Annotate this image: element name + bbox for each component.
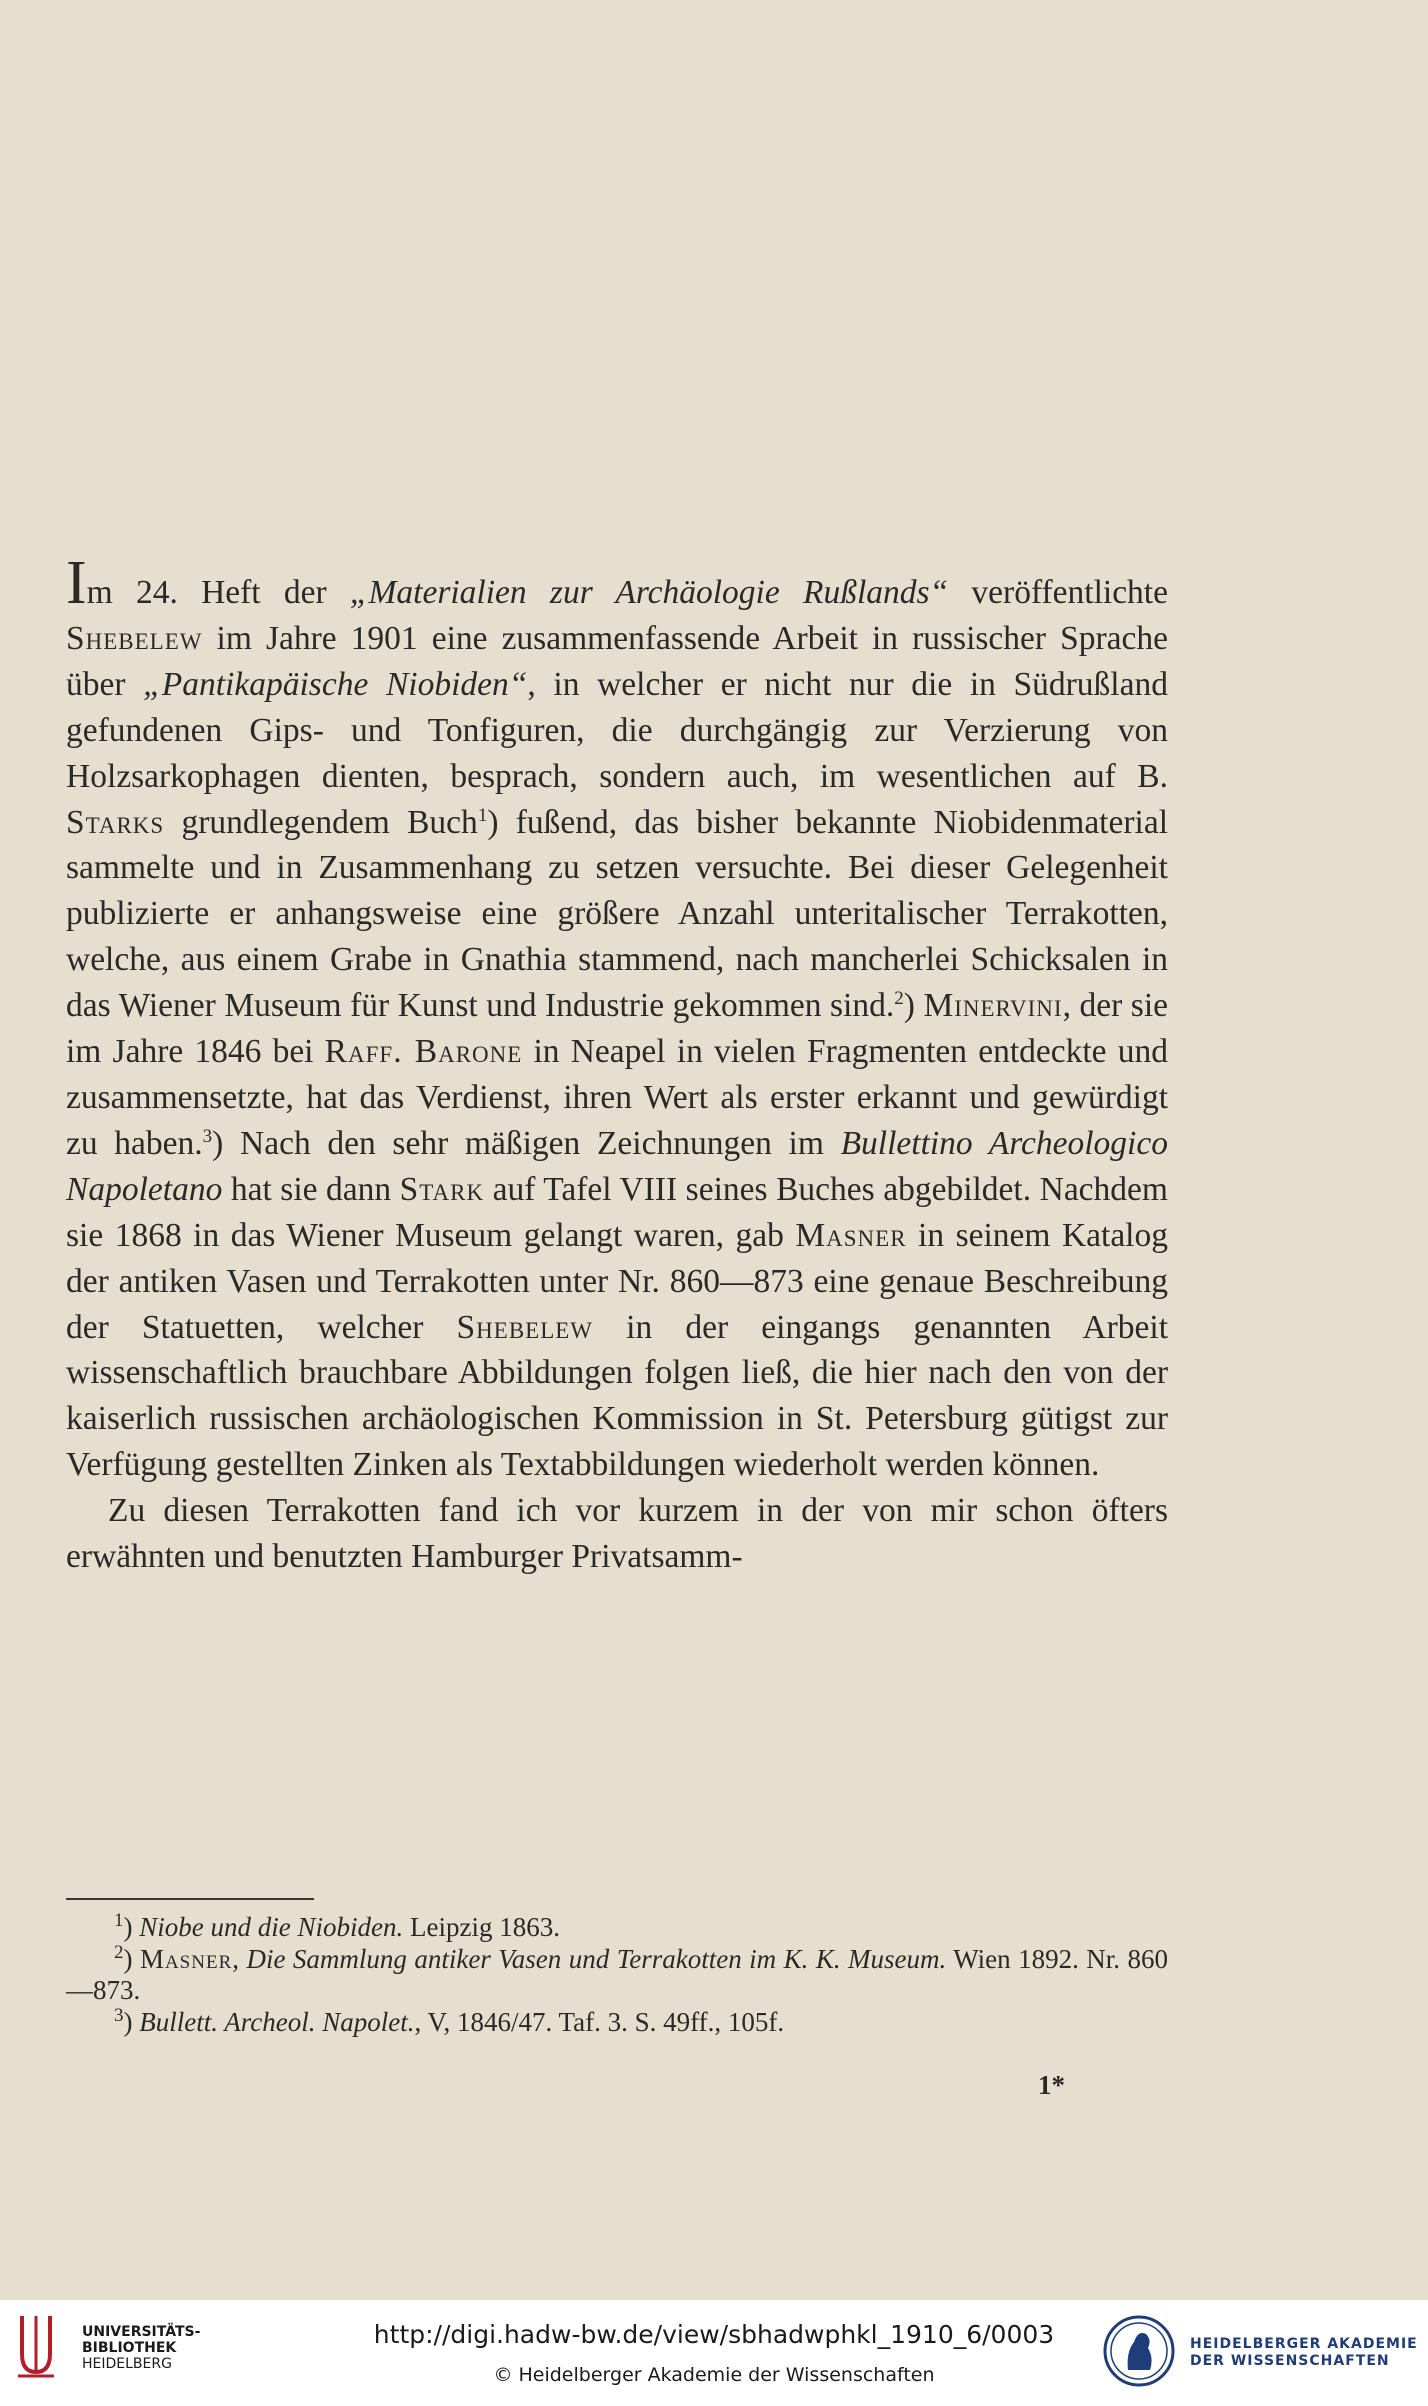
text-run: m 24. Heft der <box>86 574 350 611</box>
text-run: Minervini <box>923 987 1063 1025</box>
text-run: ) <box>123 1912 140 1942</box>
text-run: hat sie dann <box>222 1170 400 1208</box>
footnote-reference: 1 <box>477 804 488 826</box>
text-run: in seinem Katalog der antiken Vasen und Terrakotten unter Nr. 860—873 eine genaue Beschreibung der Statuetten, welcher <box>66 1216 1168 1346</box>
text-run: , in welcher er nicht nur die in Südrußland gefundenen Gips- und Tonfiguren, die durchgängig zur Verzierung von Holzsarkophagen dienten, besprach, sondern auch, im wesentlichen auf B. <box>66 665 1168 795</box>
footnote <box>66 1941 1169 2007</box>
text-run: , V, 1846/47. Taf. 3. S. 49ff., 105f. <box>414 2006 785 2037</box>
footnote <box>66 2004 1168 2039</box>
text-run: ) fußend, das bisher bekannte Niobidenmaterial sammelte und in Zusammenhang zu setzen versuchte. Bei dieser Gelegenheit publizierte er anhangsweise eine größere Anzahl unteritalischer Terrakotten, welche, aus einem Grabe in Gnathia stammend, nach mancherlei Schicksalen in das Wiener Museum für Kunst und Industrie gekommen sind. <box>66 803 1168 1025</box>
text-run: , der sie im Jahre 1846 bei <box>66 987 1169 1071</box>
text-run: „Pantikapäische Niobiden“ <box>143 665 528 703</box>
text-run: Zu diesen Terrakotten fand ich vor kurzem in der von mir schon öfters erwähnten und benutzten Hamburger Privatsamm- <box>66 1492 1168 1576</box>
body-paragraph <box>66 549 1169 1488</box>
text-run: Masner <box>139 1943 233 1974</box>
text-run: Niobe und die Niobiden. <box>139 1912 404 1942</box>
footnotes <box>66 1912 1168 2038</box>
text-run: veröffentlichte <box>948 574 1168 611</box>
footnote-reference: 2 <box>114 1941 124 1963</box>
footnote <box>66 1912 1168 1944</box>
library-line-1: UNIVERSITÄTS- <box>82 2324 201 2340</box>
text-run: auf Tafel VIII seines Buches abgebildet. Nachdem sie 1868 in das Wiener Museum gelangt waren, gab <box>66 1170 1168 1254</box>
text-run: „Materialien zur Archäologie Rußlands“ <box>349 574 949 611</box>
footnote-reference: 1 <box>114 1910 124 1931</box>
footer-bar <box>0 2300 1428 2406</box>
body-paragraph <box>66 1488 1168 1580</box>
text-run: ) <box>903 987 924 1025</box>
text-run: , <box>232 1943 247 1974</box>
library-line-2: BIBLIOTHEK <box>82 2340 177 2356</box>
text-run: Shebelew <box>456 1308 594 1346</box>
text-run: Masner <box>795 1216 907 1254</box>
signature-mark: 1* <box>1038 2070 1065 2100</box>
copyright-notice: © Heidelberger Akademie der Wissenschaften <box>493 2364 935 2386</box>
text-run: Bullettino Archeologico Napoletano <box>66 1124 1168 1208</box>
page-url-link[interactable]: http://digi.hadw-bw.de/view/sbhadwphkl_1910_6/0003 <box>373 2320 1055 2349</box>
academy-seal-icon <box>1102 2312 1176 2390</box>
footnote-separator <box>66 1898 314 1900</box>
text-run: ) <box>123 2006 140 2037</box>
footnote-reference: 2 <box>894 988 904 1009</box>
footnote-reference: 3 <box>114 2004 124 2026</box>
text-run: Stark <box>399 1170 485 1208</box>
text-run: Raff. Barone <box>324 1033 523 1071</box>
academy-line-2: DER WISSENSCHAFTEN <box>1190 2353 1390 2369</box>
academy-name <box>1190 2336 1418 2370</box>
text-run: im Jahre 1901 eine zusammenfassende Arbeit in russischer Sprache über <box>66 619 1168 703</box>
academy-line-1: HEIDELBERGER AKADEMIE <box>1190 2336 1418 2352</box>
text-run: grundlegendem Buch <box>164 803 478 841</box>
drop-initial: I <box>66 549 87 617</box>
body-text <box>66 549 1169 1580</box>
text-run: ) Nach den sehr mäßigen Zeichnungen im <box>212 1124 841 1162</box>
text-run: Shebelew <box>66 619 203 657</box>
text-run: Starks <box>66 803 165 841</box>
text-run: in Neapel in vielen Fragmenten entdeckte und zusammensetzte, hat das Verdienst, ihren Wert als erster erkannt und gewürdigt zu haben. <box>66 1033 1168 1162</box>
footnote-reference: 3 <box>202 1125 213 1147</box>
library-line-3: HEIDELBERG <box>82 2356 172 2372</box>
text-run: Wien 1892. Nr. 860—873. <box>66 1943 1169 2005</box>
text-run: Die Sammlung antiker Vasen und Terrakotten im K. K. Museum. <box>246 1943 947 1974</box>
text-run: ) <box>123 1943 140 1974</box>
text-run: Leipzig 1863. <box>403 1912 560 1942</box>
text-run: Bullett. Archeol. Napolet. <box>139 2006 415 2037</box>
text-run: in der eingangs genannten Arbeit wissenschaftlich brauchbare Abbildungen folgen ließ, die hier nach den von der kaiserlich russischen archäologischen Kommission in St. Petersburg gütigst zur Verfügung gestellten Zinken als Textabbildungen wiederholt werden können. <box>66 1308 1168 1484</box>
